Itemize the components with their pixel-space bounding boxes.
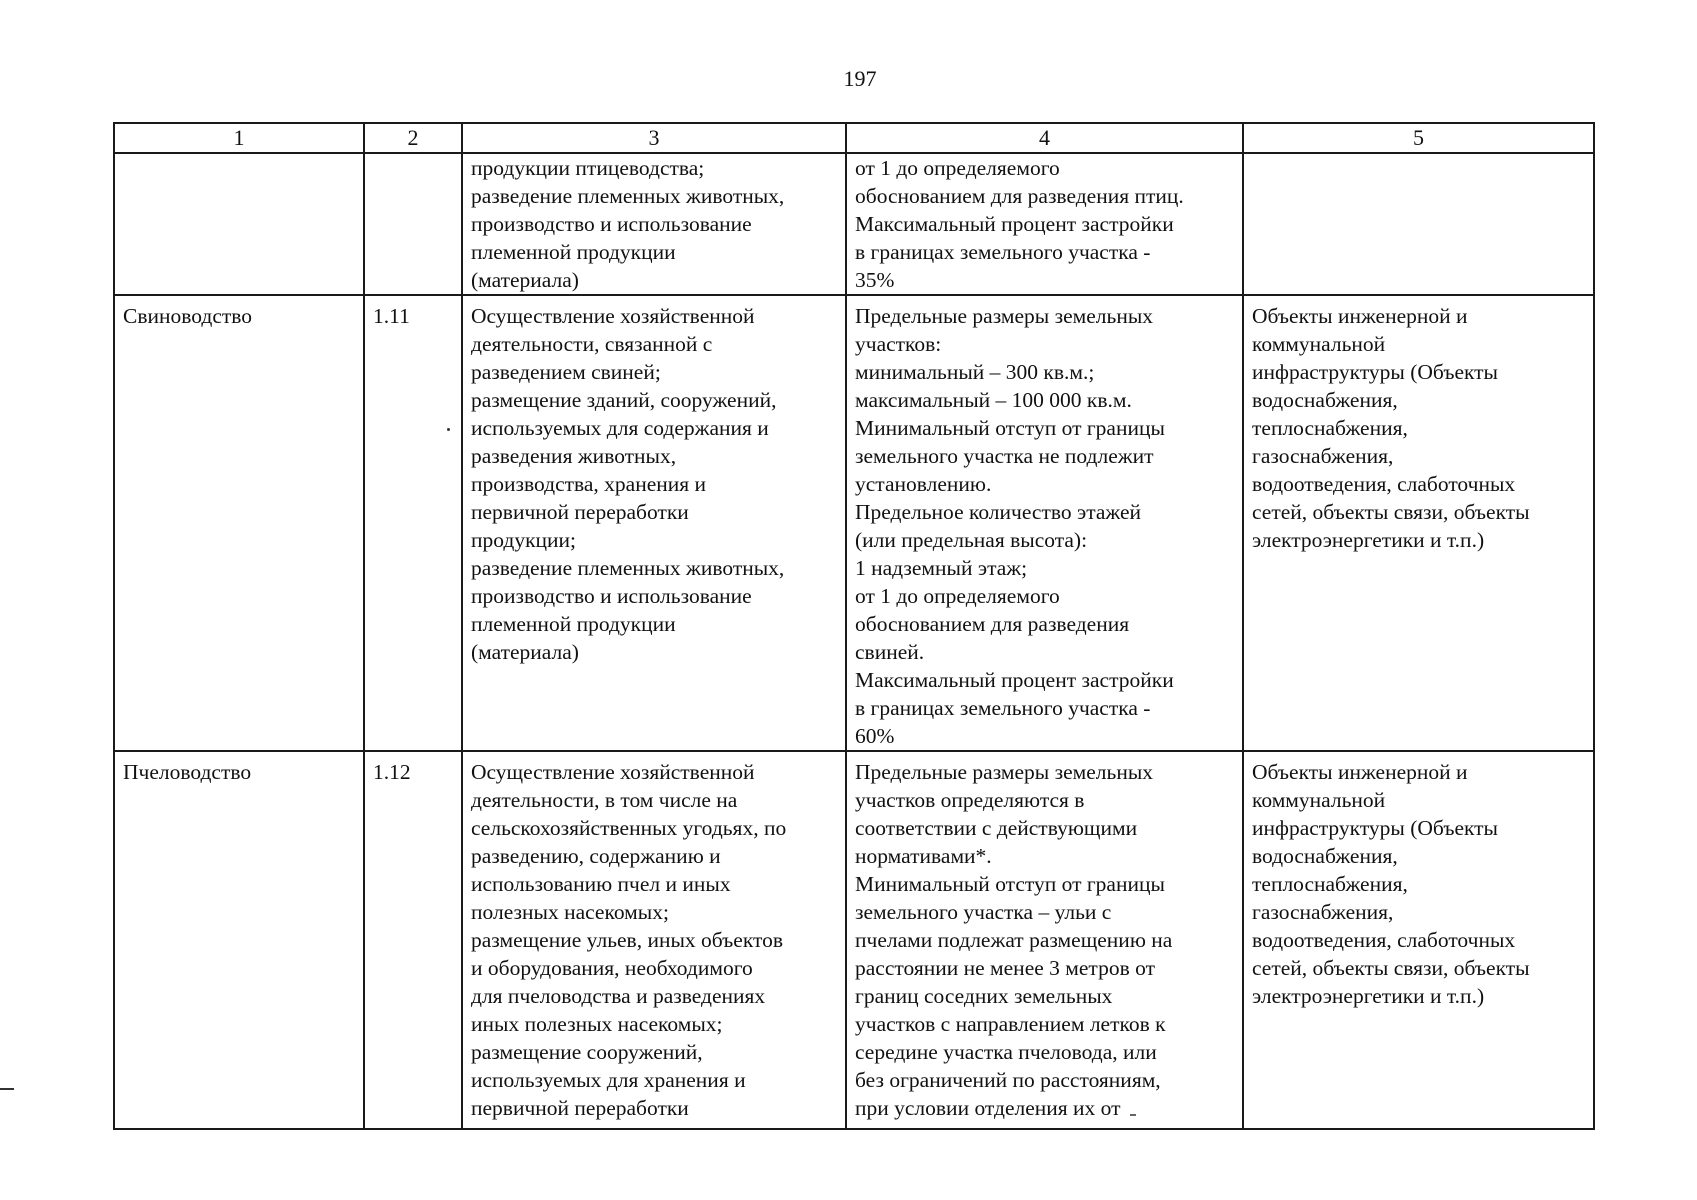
cell-use-code: 1.11	[364, 295, 462, 751]
column-header-2: 2	[364, 123, 462, 153]
cell-use-code	[364, 153, 462, 295]
column-header-3: 3	[462, 123, 846, 153]
table-row	[114, 295, 1594, 751]
cell-use-parameters: Предельные размеры земельных участков: минимальный – 300 кв.м.; максимальный – 100 000 кв.м. Минимальный отступ от границы земельного участка не подлежит установлению. Предельное количество этажей (или предельная высота): 1 надземный этаж; от 1 до определяемого обоснованием для разведения свиней. Максимальный процент застройки в границах земельного участка - 60%	[846, 295, 1243, 751]
scan-margin-mark	[0, 1088, 14, 1090]
table-header-row	[114, 123, 1594, 153]
cell-use-code: 1.12	[364, 751, 462, 1129]
column-header-1: 1	[114, 123, 364, 153]
cell-auxiliary-uses: Объекты инженерной и коммунальной инфраструктуры (Объекты водоснабжения, теплоснабжения, газоснабжения, водоотведения, слаботочных сетей, объекты связи, объекты электроэнергетики и т.п.)	[1243, 751, 1594, 1129]
scan-dot-mark	[447, 428, 450, 431]
column-header-5: 5	[1243, 123, 1594, 153]
zoning-regulations-table	[113, 122, 1595, 1130]
cell-use-name: Свиноводство	[114, 295, 364, 751]
cell-use-description: продукции птицеводства; разведение племенных животных, производство и использование племенной продукции (материала)	[462, 153, 846, 295]
column-header-4: 4	[846, 123, 1243, 153]
table-row	[114, 153, 1594, 295]
page-number: 197	[843, 66, 877, 91]
cell-auxiliary-uses: Объекты инженерной и коммунальной инфраструктуры (Объекты водоснабжения, теплоснабжения, газоснабжения, водоотведения, слаботочных сетей, объекты связи, объекты электроэнергетики и т.п.)	[1243, 295, 1594, 751]
cell-use-description: Осуществление хозяйственной деятельности, в том числе на сельскохозяйственных угодьях, по разведению, содержанию и использованию пчел и иных полезных насекомых; размещение ульев, иных объектов и оборудования, необходимого для пчеловодства и разведениях иных полезных насекомых; размещение сооружений, используемых для хранения и первичной переработки	[462, 751, 846, 1129]
cell-use-name	[114, 153, 364, 295]
table-row	[114, 751, 1594, 1129]
cell-use-parameters: от 1 до определяемого обоснованием для разведения птиц. Максимальный процент застройки в границах земельного участка - 35%	[846, 153, 1243, 295]
cell-use-name: Пчеловодство	[114, 751, 364, 1129]
scan-speck-mark	[1130, 1114, 1136, 1116]
cell-use-description: Осуществление хозяйственной деятельности, связанной с разведением свиней; размещение зданий, сооружений, используемых для содержания и разведения животных, производства, хранения и первичной переработки продукции; разведение племенных животных, производство и использование племенной продукции (материала)	[462, 295, 846, 751]
cell-auxiliary-uses	[1243, 153, 1594, 295]
cell-use-parameters: Предельные размеры земельных участков определяются в соответствии с действующими нормативами*. Минимальный отступ от границы земельного участка – ульи с пчелами подлежат размещению на расстоянии не менее 3 метров от границ соседних земельных участков с направлением летков к середине участка пчеловода, или без ограничений по расстояниям, при условии отделения их от	[846, 751, 1243, 1129]
